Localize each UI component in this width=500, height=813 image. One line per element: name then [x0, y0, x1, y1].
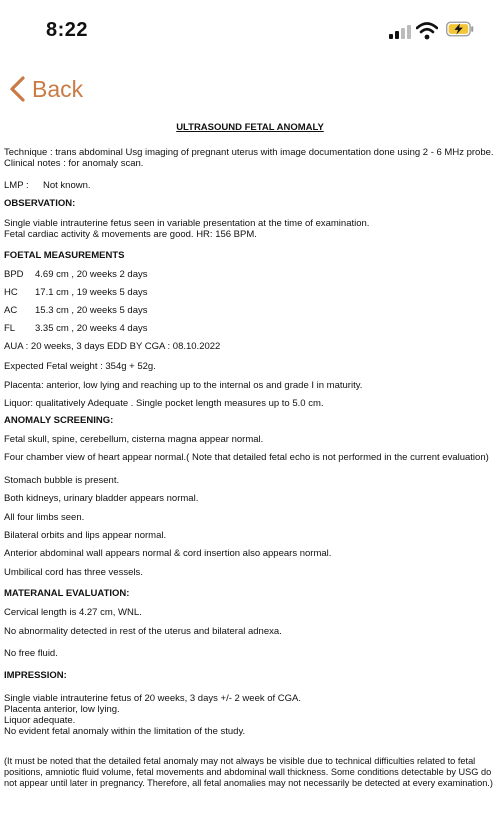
technique-text: Technique : trans abdominal Usg imaging of pregnant uterus with image documentation done using 2 - 6 MHz probe.	[4, 147, 494, 158]
status-time: 8:22	[46, 19, 89, 41]
anomaly-line: Stomach bubble is present.	[4, 475, 120, 486]
disclaimer-line: positions, amniotic fluid volume, fetal movements and abdominal wall thickness. Some conditions detectable by USG do	[4, 767, 492, 777]
impression-heading: IMPRESSION:	[4, 670, 67, 681]
measurement-value: 3.35 cm , 20 weeks 4 days	[35, 323, 148, 334]
back-label: Back	[32, 75, 84, 102]
anomaly-line: Umbilical cord has three vessels.	[4, 567, 143, 578]
disclaimer-line: not appear until later in pregnancy. Therefore, all fetal anomalies may not necessarily be detected at every examination.)	[4, 778, 493, 788]
impression-line: Liquor adequate.	[4, 715, 76, 726]
maternal-heading: MATERANAL EVALUATION:	[4, 588, 130, 599]
liquor-text: Liquor: qualitatively Adequate . Single pocket length measures up to 5.0 cm.	[4, 398, 324, 409]
report-title: ULTRASOUND FETAL ANOMALY	[176, 122, 324, 133]
impression-line: Single viable intrauterine fetus of 20 weeks, 3 days +/- 2 week of CGA.	[4, 693, 302, 704]
expected-weight-text: Expected Fetal weight : 354g + 52g.	[4, 361, 156, 372]
measurement-label: AC	[4, 305, 18, 316]
measurement-label: FL	[4, 323, 16, 334]
clinical-notes-text: Clinical notes : for anomaly scan.	[4, 158, 144, 169]
aua-text: AUA : 20 weeks, 3 days EDD BY CGA : 08.10.2022	[4, 341, 221, 352]
anomaly-line: Anterior abdominal wall appears normal & cord insertion also appears normal.	[4, 548, 332, 559]
observation-line: Single viable intrauterine fetus seen in variable presentation at the time of examination.	[4, 218, 370, 229]
anomaly-line: Bilateral orbits and lips appear normal.	[4, 530, 167, 541]
disclaimer-line: (It must be noted that the detailed fetal anomaly may not always be visible due to technical difficulties related to fetal	[4, 756, 476, 766]
impression-line: No evident fetal anomaly within the limitation of the study.	[4, 726, 246, 737]
measurements-heading: FOETAL MEASUREMENTS	[4, 250, 125, 261]
measurement-value: 17.1 cm , 19 weeks 5 days	[35, 287, 148, 298]
observation-line: Fetal cardiac activity & movements are good. HR: 156 BPM.	[4, 229, 257, 240]
chevron-left-icon	[8, 75, 28, 103]
anomaly-line: All four limbs seen.	[4, 512, 85, 523]
lmp-label: LMP :	[4, 180, 29, 191]
battery-charging-icon	[446, 21, 474, 37]
lmp-value: Not known.	[43, 180, 91, 191]
back-button[interactable]	[8, 74, 83, 104]
measurement-label: HC	[4, 287, 18, 298]
measurement-value: 4.69 cm , 20 weeks 2 days	[35, 269, 148, 280]
placenta-text: Placenta: anterior, low lying and reaching up to the internal os and grade I in maturity.	[4, 380, 363, 391]
anomaly-line: Fetal skull, spine, cerebellum, cisterna magna appear normal.	[4, 434, 264, 445]
anomaly-line: Four chamber view of heart appear normal.( Note that detailed fetal echo is not performed in the current evaluation)	[4, 452, 489, 463]
observation-heading: OBSERVATION:	[4, 198, 76, 209]
anomaly-line: Both kidneys, urinary bladder appears normal.	[4, 493, 199, 504]
measurement-label: BPD	[4, 269, 24, 280]
maternal-line: No abnormality detected in rest of the uterus and bilateral adnexa.	[4, 626, 282, 637]
anomaly-heading: ANOMALY SCREENING:	[4, 415, 114, 426]
maternal-line: Cervical length is 4.27 cm, WNL.	[4, 607, 142, 618]
measurement-value: 15.3 cm , 20 weeks 5 days	[35, 305, 148, 316]
wifi-icon	[416, 22, 438, 40]
status-bar	[0, 0, 500, 60]
signal-icon	[389, 25, 411, 39]
impression-line: Placenta anterior, low lying.	[4, 704, 120, 715]
maternal-line: No free fluid.	[4, 648, 58, 659]
